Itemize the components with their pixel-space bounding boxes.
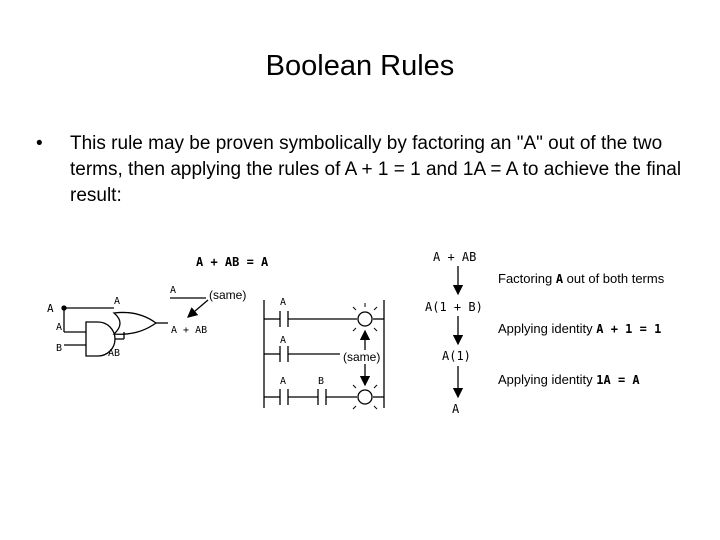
label-contact-a-mid: A bbox=[280, 335, 287, 346]
note-2-prefix: Applying identity bbox=[498, 372, 597, 387]
label-input-b: B bbox=[56, 343, 63, 354]
note-factoring bbox=[498, 271, 665, 286]
note-0-prefix: Factoring bbox=[498, 271, 556, 286]
label-ladder-same: (same) bbox=[343, 350, 381, 364]
label-feed-a: A bbox=[170, 285, 177, 296]
label-or-input-a: A bbox=[114, 296, 121, 307]
lamp-bottom-icon bbox=[358, 390, 372, 404]
note-1-prefix: Applying identity bbox=[498, 321, 597, 336]
bullet-marker: • bbox=[36, 133, 43, 154]
label-contact-a-top: A bbox=[280, 297, 287, 308]
step-3: A bbox=[452, 402, 460, 416]
bullet-text: This rule may be proven symbolically by factoring an "A" out of the two terms, then applying the rules of A + 1 = 1 and 1A = A to achieve the final result: bbox=[70, 133, 682, 206]
note-identity-1 bbox=[498, 321, 661, 336]
label-input-a2: A bbox=[56, 322, 63, 333]
label-input-a: A bbox=[47, 302, 54, 315]
lamp-top-icon bbox=[358, 312, 372, 326]
gate-diagram bbox=[47, 255, 269, 359]
note-1-expr: A + 1 = 1 bbox=[596, 322, 662, 336]
slide-title: Boolean Rules bbox=[265, 50, 455, 82]
gate-heading: A + AB = A bbox=[196, 255, 269, 269]
note-identity-2 bbox=[498, 372, 640, 387]
label-or-output: A + AB bbox=[171, 325, 208, 336]
label-contact-b: B bbox=[318, 376, 325, 387]
derivation bbox=[425, 250, 665, 416]
or-gate bbox=[114, 312, 156, 334]
step-1: A(1 + B) bbox=[425, 300, 483, 314]
same-arrow bbox=[188, 300, 208, 317]
step-0: A + AB bbox=[433, 250, 477, 264]
note-0-expr: A bbox=[555, 272, 564, 286]
ladder-diagram bbox=[264, 297, 384, 409]
label-gate-same: (same) bbox=[209, 288, 247, 302]
step-2: A(1) bbox=[442, 349, 471, 363]
label-contact-a-bottom: A bbox=[280, 376, 287, 387]
note-2-expr: 1A = A bbox=[596, 373, 640, 387]
label-and-output: AB bbox=[108, 348, 121, 359]
note-0-suffix: out of both terms bbox=[563, 271, 665, 286]
